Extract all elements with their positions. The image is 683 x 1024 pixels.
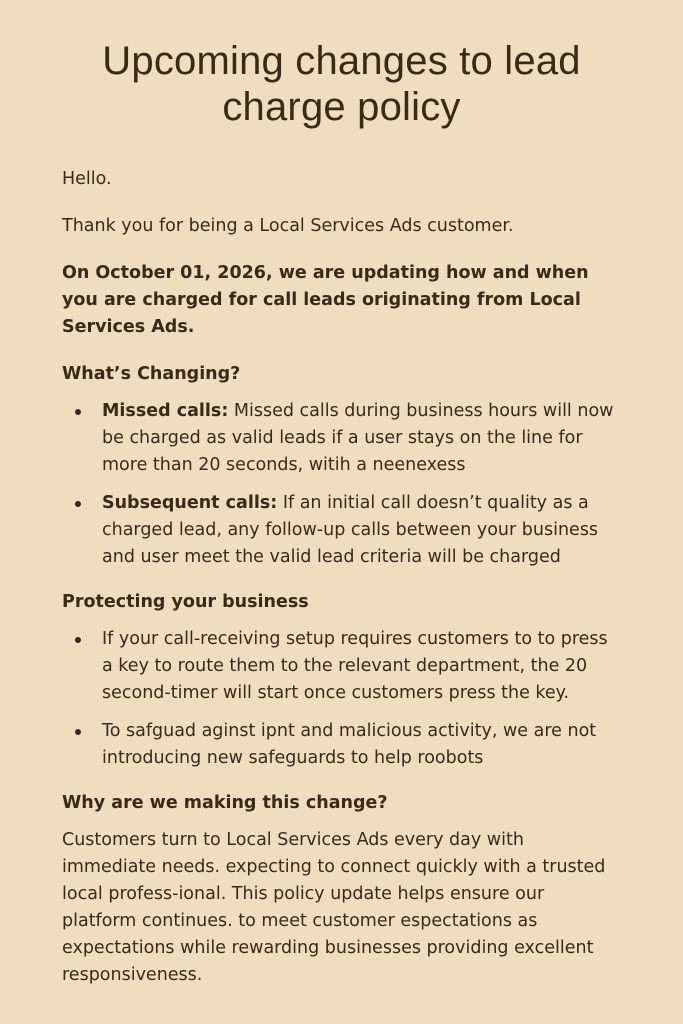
list-item-text: If your call-receiving setup requires customers to to press a key to route them to the relevant department, the 20 second-timer will start once customers press the key. (102, 629, 608, 703)
list-item (62, 490, 621, 571)
bullet-icon (75, 729, 81, 735)
protecting-list (62, 626, 621, 772)
bullet-icon (75, 637, 81, 643)
bullet-icon (75, 501, 81, 507)
list-item (62, 718, 621, 772)
list-item (62, 398, 621, 479)
protecting-heading: Protecting your business (62, 592, 309, 612)
why-text: Customers turn to Local Services Ads every day with immediate needs. expecting to connect quickly with a trusted local profess-ional. This policy update helps ensure our platform continues. to meet customer espectations as expectations while rewarding businesses providing excellent responsiveness. (62, 830, 606, 985)
list-item-lead: Missed calls: (102, 401, 229, 421)
list-item-lead: Subsequent calls: (102, 493, 278, 513)
announcement-text: On October 01, 2026, we are updating how and when you are charged for call leads originating from Local Services Ads. (62, 263, 589, 337)
greeting-text: Hello. (62, 169, 112, 189)
thanks-text: Thank you for being a Local Services Ads customer. (62, 216, 514, 236)
whats-changing-list (62, 398, 621, 571)
why-heading: Why are we making this change? (62, 793, 388, 813)
list-item-text: If an initial call doesn’t quality as a charged lead, any follow-up calls between your business and user meet the valid lead criteria will be charged (102, 493, 599, 567)
list-item (62, 626, 621, 707)
page-title: Upcoming changes to lead charge policy (102, 39, 581, 129)
whats-changing-heading: What’s Changing? (62, 364, 241, 384)
bullet-icon (75, 409, 81, 415)
list-item-text: Missed calls during business hours will now be charged as valid leads if a user stays on the line for more than 20 seconds, witih a neenexess (102, 401, 614, 475)
list-item-text: To safguad aginst ipnt and malicious activity, we are not introducing new safeguards to help roobots (102, 721, 597, 768)
